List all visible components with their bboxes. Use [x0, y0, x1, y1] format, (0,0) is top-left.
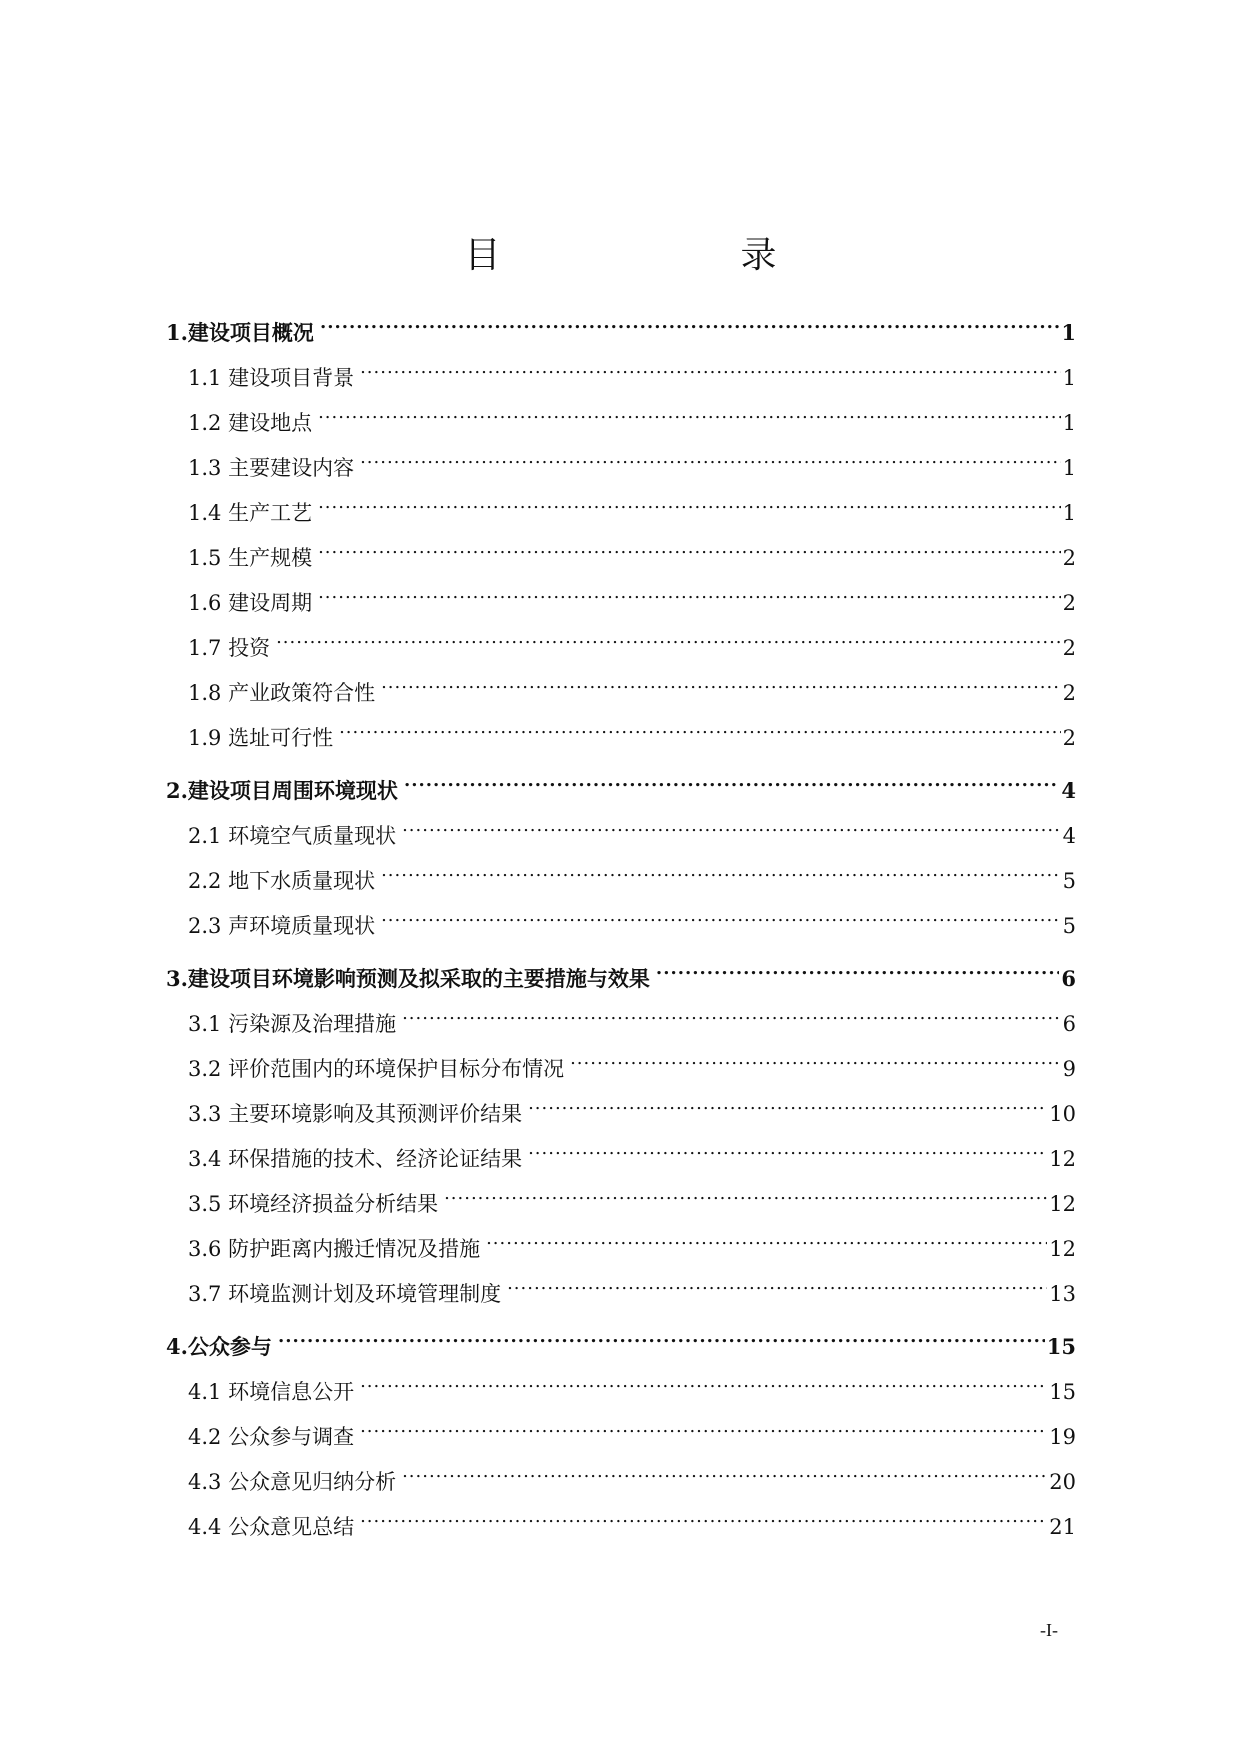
toc-entry-page: 4 [1061, 778, 1076, 803]
toc-entry-page: 15 [1049, 1380, 1076, 1404]
toc-dot-leader [528, 1121, 1047, 1166]
toc-entry-label: 3.4 环保措施的技术、经济论证结果 [188, 1147, 523, 1171]
toc-entry-label: 3.3 主要环境影响及其预测评价结果 [188, 1102, 523, 1126]
toc-dot-leader [318, 385, 1061, 430]
toc-entry-page: 1 [1062, 456, 1076, 480]
toc-dot-leader [402, 1444, 1047, 1489]
toc-entry-page: 5 [1062, 869, 1076, 893]
toc-dot-leader [402, 986, 1061, 1031]
toc-dot-leader [360, 1354, 1047, 1399]
toc-entry-page: 21 [1049, 1515, 1076, 1539]
toc-entry-label: 1.8 产业政策符合性 [188, 681, 376, 705]
toc-entry-label: 2.1 环境空气质量现状 [188, 824, 397, 848]
toc-dot-leader [381, 655, 1061, 700]
toc-section-entry[interactable] [166, 610, 1076, 660]
toc-dot-leader [339, 700, 1061, 745]
page-number: -I- [1040, 1620, 1058, 1640]
toc-entry-label: 3.2 评价范围内的环境保护目标分布情况 [188, 1057, 565, 1081]
toc-entry-page: 9 [1062, 1057, 1076, 1081]
toc-dot-leader [278, 1309, 1045, 1354]
toc-entry-page: 1 [1061, 320, 1076, 345]
toc-entry-label: 4.4 公众意见总结 [188, 1515, 355, 1539]
toc-entry-page: 5 [1062, 914, 1076, 938]
toc-entry-label: 4.3 公众意见归纳分析 [188, 1470, 397, 1494]
toc-section-entry[interactable] [166, 1354, 1076, 1404]
toc-entry-page: 20 [1049, 1470, 1076, 1494]
toc-entry-label: 1.3 主要建设内容 [188, 456, 355, 480]
toc-entry-label: 2.建设项目周围环境现状 [166, 778, 398, 803]
toc-dot-leader [318, 520, 1061, 565]
toc-entry-page: 2 [1062, 591, 1076, 615]
toc-dot-leader [528, 1076, 1047, 1121]
toc-dot-leader [360, 430, 1061, 475]
toc-dot-leader [381, 843, 1061, 888]
toc-dot-leader [404, 753, 1059, 798]
toc-entry-label: 1.建设项目概况 [166, 320, 314, 345]
toc-entry-page: 1 [1062, 411, 1076, 435]
table-of-contents [166, 295, 1076, 1539]
toc-entry-label: 1.2 建设地点 [188, 411, 313, 435]
toc-entry-page: 10 [1049, 1102, 1076, 1126]
toc-entry-label: 3.5 环境经济损益分析结果 [188, 1192, 439, 1216]
toc-entry-label: 1.6 建设周期 [188, 591, 313, 615]
toc-dot-leader [381, 888, 1061, 933]
toc-entry-label: 3.建设项目环境影响预测及拟采取的主要措施与效果 [166, 966, 650, 991]
toc-entry-label: 2.2 地下水质量现状 [188, 869, 376, 893]
toc-entry-page: 1 [1062, 501, 1076, 525]
toc-entry-page: 2 [1062, 546, 1076, 570]
toc-dot-leader [656, 941, 1059, 986]
toc-dot-leader [276, 610, 1061, 655]
toc-entry-page: 19 [1049, 1425, 1076, 1449]
toc-entry-label: 3.7 环境监测计划及环境管理制度 [188, 1282, 502, 1306]
toc-entry-page: 6 [1061, 966, 1076, 991]
toc-dot-leader [402, 798, 1061, 843]
toc-entry-page: 12 [1049, 1147, 1076, 1171]
toc-dot-leader [486, 1211, 1047, 1256]
toc-entry-page: 12 [1049, 1192, 1076, 1216]
toc-entry-page: 2 [1062, 636, 1076, 660]
toc-dot-leader [318, 475, 1061, 520]
toc-entry-page: 15 [1046, 1334, 1076, 1359]
toc-chapter-entry[interactable] [166, 1309, 1076, 1359]
toc-entry-page: 6 [1062, 1012, 1076, 1036]
toc-dot-leader [360, 340, 1061, 385]
toc-dot-leader [360, 1399, 1047, 1444]
toc-entry-label: 1.4 生产工艺 [188, 501, 313, 525]
toc-entry-label: 4.1 环境信息公开 [188, 1380, 355, 1404]
toc-entry-page: 4 [1062, 824, 1076, 848]
toc-dot-leader [318, 565, 1061, 610]
toc-chapter-entry[interactable] [166, 295, 1076, 345]
toc-dot-leader [444, 1166, 1047, 1211]
toc-dot-leader [320, 295, 1059, 340]
toc-entry-label: 3.1 污染源及治理措施 [188, 1012, 397, 1036]
toc-dot-leader [507, 1256, 1047, 1301]
toc-entry-label: 1.1 建设项目背景 [188, 366, 355, 390]
toc-entry-page: 12 [1049, 1237, 1076, 1261]
toc-entry-page: 2 [1062, 681, 1076, 705]
toc-dot-leader [360, 1489, 1047, 1534]
toc-entry-page: 2 [1062, 726, 1076, 750]
toc-entry-label: 1.9 选址可行性 [188, 726, 334, 750]
toc-entry-label: 2.3 声环境质量现状 [188, 914, 376, 938]
toc-section-entry[interactable] [166, 655, 1076, 705]
toc-entry-label: 1.7 投资 [188, 636, 271, 660]
toc-entry-page: 13 [1049, 1282, 1076, 1306]
toc-entry-label: 1.5 生产规模 [188, 546, 313, 570]
toc-title: 目 录 [464, 235, 833, 277]
toc-entry-label: 3.6 防护距离内搬迁情况及措施 [188, 1237, 481, 1261]
toc-entry-label: 4.2 公众参与调查 [188, 1425, 355, 1449]
toc-dot-leader [570, 1031, 1061, 1076]
toc-entry-label: 4.公众参与 [166, 1334, 272, 1359]
toc-entry-page: 1 [1062, 366, 1076, 390]
